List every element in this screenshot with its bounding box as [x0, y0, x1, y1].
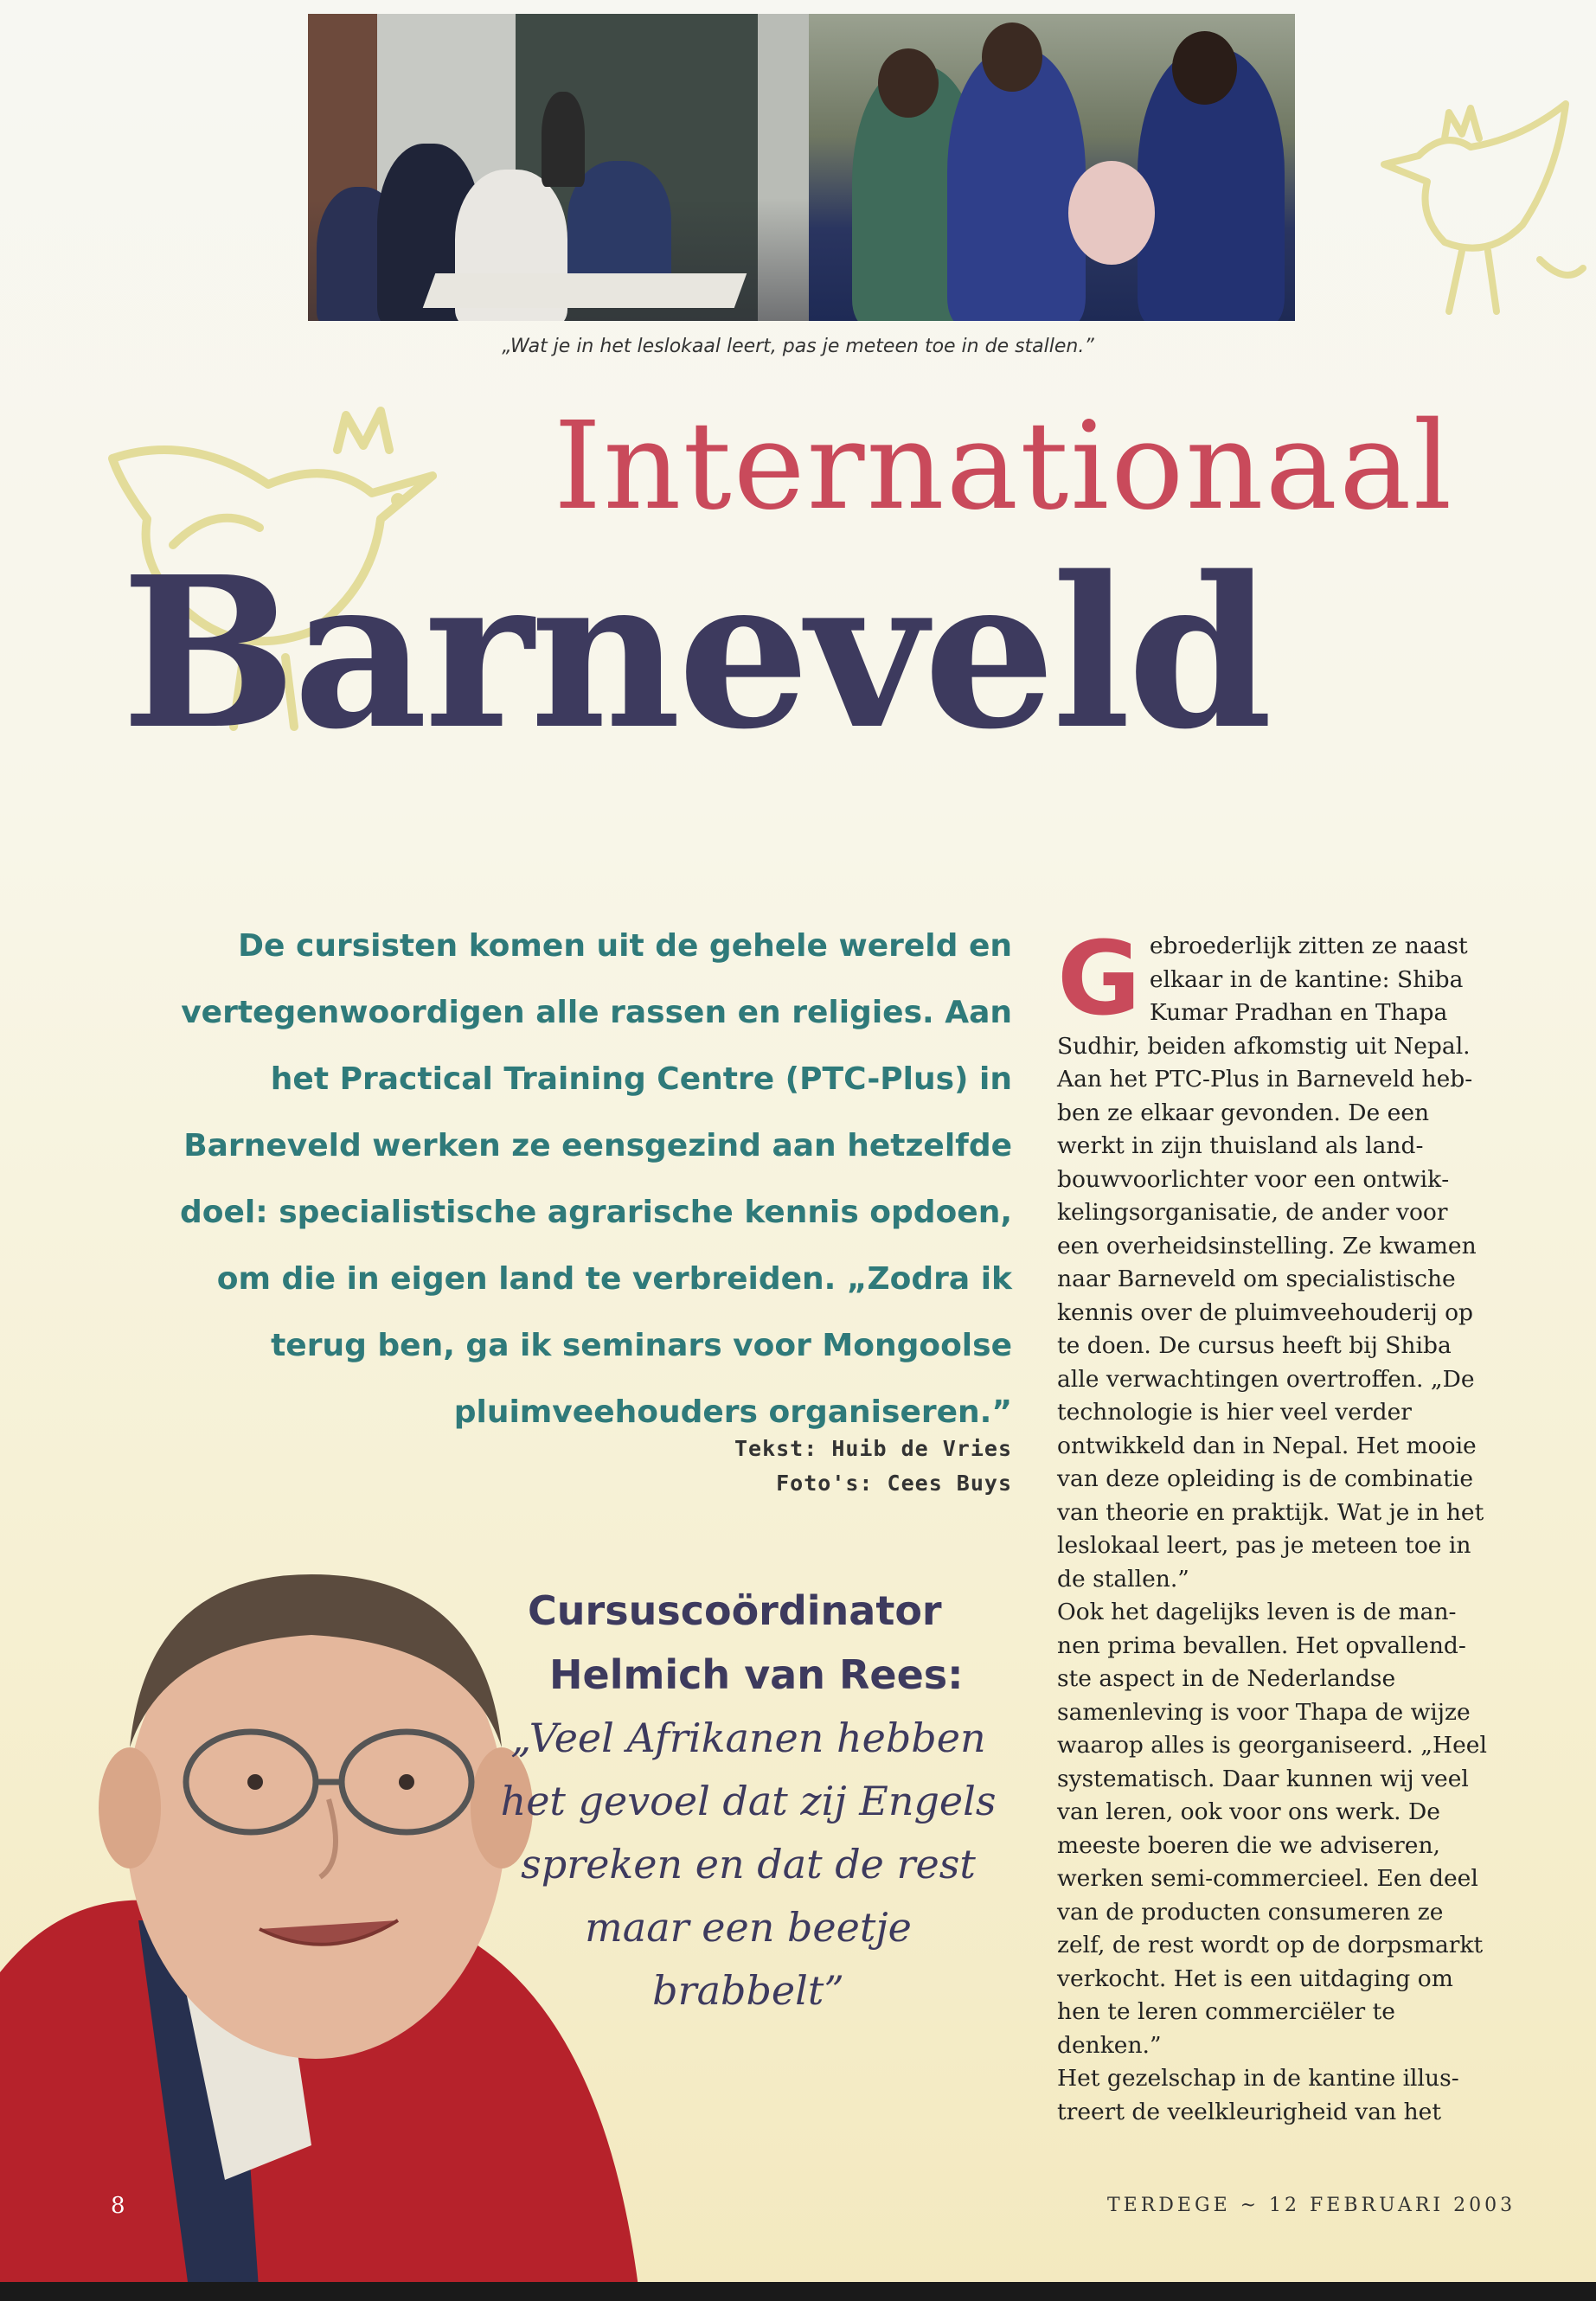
bottom-edge	[0, 2282, 1596, 2301]
pull-quote-text: „Veel Afrikanen hebben het gevoel dat zij Engels spreken en dat de rest maar een beetje brabbelt”	[500, 1715, 997, 2014]
photo-credit: Foto's: Cees Buys	[776, 1471, 1012, 1496]
pull-quote	[484, 1579, 1012, 2022]
page-title: Barneveld	[121, 531, 1270, 775]
pull-quote-name-line2: Helmich van Rees:	[549, 1651, 964, 1698]
body-column	[1057, 919, 1490, 2129]
classroom-photo	[308, 14, 809, 321]
lead-paragraph: De cursisten komen uit de gehele wereld en vertegenwoordigen alle rassen en religies. Aan het Practical Training Centre (PTC-Plus) in Barneveld werken ze eensgezind aan hetzelfde doel: specialistische agrarische kennis opdoen, om die in eigen land te verbreiden. „Zodra ik terug ben, ga ik seminars voor Mongoolse pluimveehouders organiseren.”	[180, 928, 1012, 1430]
body-paragraph-2: Ook het dagelijks leven is de mannen prima bevallen. Het opvallendste aspect in de Nederlandse samenleving is voor Thapa de wijze waarop alles is georganiseerd. „Heel systematisch. Daar kunnen wij veel van leren, ook voor ons werk. De meeste boeren die we adviseren, werken semi-commercieel. Een deel van de producten consumeren ze zelf, de rest wordt op de dorpsmarkt verkocht. Het is een uitdaging om hen te leren commerciëler te denken.”	[1057, 1599, 1487, 2059]
page-number: 8	[111, 2193, 125, 2219]
pull-quote-name-line1: Cursuscoördinator	[528, 1587, 942, 1634]
text-credit: Tekst: Huib de Vries	[734, 1436, 1012, 1461]
stable-photo	[809, 14, 1295, 321]
chicken-illustration-right	[1367, 87, 1592, 346]
photo-caption: „Wat je in het leslokaal leert, pas je meteen toe in de stallen.”	[502, 336, 1094, 357]
body-paragraph-1: ebroederlijk zitten ze naast elkaar in de kantine: Shiba Kumar Pradhan en Thapa Sudhir, beiden afkomstig uit Nepal. Aan het PTC-Plus in Barneveld hebben ze elkaar gevonden. De een werkt in zijn thuisland als landbouwvoorlichter voor een ontwikkelingsorganisatie, de ander voor een overheidsinstelling. Ze kwamen naar Barneveld om specialistische kennis over de pluimveehouderij op te doen. De cursus heeft bij Shiba alle verwachtingen overtroffen. „De technologie is hier veel verder ontwikkeld dan in Nepal. Het mooie van deze opleiding is de combinatie van theorie en praktijk. Wat je in het leslokaal leert, pas je meteen toe in de stallen.”	[1057, 933, 1484, 1593]
body-paragraph-3: Het gezelschap in de kantine illustreert de veelkleurigheid van het	[1057, 2065, 1459, 2125]
credits	[606, 1432, 1012, 1501]
heading-kicker: Internationaal	[554, 396, 1454, 537]
drop-cap: G	[1057, 919, 1141, 1038]
running-footer: TERDEGE ~ 12 FEBRUARI 2003	[1107, 2195, 1516, 2216]
